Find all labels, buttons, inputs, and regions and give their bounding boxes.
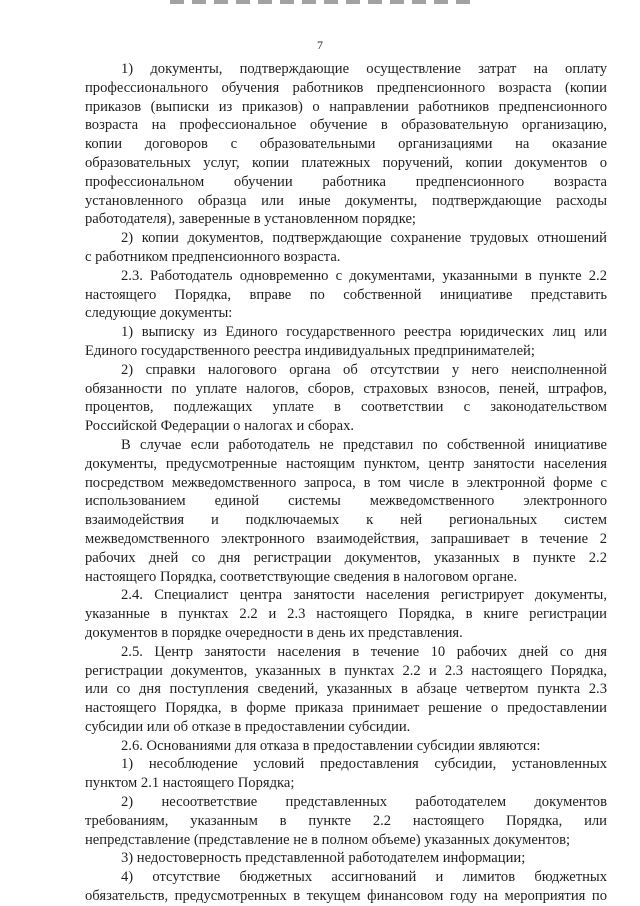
text-line: настоящего Порядка, вправе по собственной инициативе представить (85, 286, 607, 303)
scan-edge-marks (170, 0, 470, 4)
text-line: 2) несоответствие представленных работодателем документов (121, 794, 607, 811)
text-line: межведомственного электронного взаимодействия, запрашивает в течение 2 (85, 530, 607, 547)
text-line: образовательных услуг, копии платежных поручений, копии документов о (85, 154, 607, 171)
text-line: документы, предусмотренные настоящим пунктом, центр занятости населения (85, 455, 607, 472)
text-line: непредставление (представление не в полном объеме) указанных документов; (85, 831, 571, 848)
text-line: профессионального обучения работников предпенсионного возраста (копии (85, 79, 607, 96)
text-line: 1) несоблюдение условий предоставления субсидии, установленных (121, 756, 607, 773)
text-line: требованиям, указанным в пункте 2.2 настоящего Порядка, или (85, 812, 607, 829)
text-line: взаимодействия и подключаемых к ней региональных систем (85, 512, 607, 529)
text-line: 3) недостоверность представленной работодателем информации; (121, 850, 526, 867)
text-line: копии договоров с образовательными организациями на оказание (85, 136, 607, 153)
text-line: 2.6. Основаниями для отказа в предоставлении субсидии являются: (121, 737, 541, 754)
text-line: документов в порядке очередности в день их представления. (85, 624, 463, 641)
document-body (85, 60, 607, 906)
text-line: следующие документы: (85, 305, 233, 322)
text-line: использованием единой системы межведомственного электронного (85, 493, 607, 510)
text-line: 4) отсутствие бюджетных ассигнований и лимитов бюджетных (121, 869, 607, 886)
text-line: Единого государственного реестра индивидуальных предпринимателей; (85, 342, 535, 359)
text-line: Российской Федерации о налогах и сборах. (85, 418, 355, 435)
text-line: пунктом 2.1 настоящего Порядка; (85, 775, 295, 792)
text-line: 2) справки налогового органа об отсутствии у него неисполненной (121, 361, 607, 378)
text-line: субсидии или об отказе в предоставлении субсидии. (85, 718, 411, 735)
text-line: указанные в пунктах 2.2 и 2.3 настоящего Порядка, в книге регистрации (85, 606, 607, 623)
text-line: 2.3. Работодатель одновременно с документами, указанными в пункте 2.2 (121, 267, 607, 284)
text-line: процентов, подлежащих уплате в соответствии с законодательством (85, 399, 607, 416)
page-number: 7 (317, 38, 323, 52)
text-line: настоящего Порядка, в форме приказа принимает решение о предоставлении (85, 700, 607, 717)
text-line: 1) выписку из Единого государственного реестра юридических лиц или (121, 324, 607, 341)
text-line: с работником предпенсионного возраста. (85, 248, 341, 265)
text-line: или со дня поступления сведений, указанных в абзаце четвертом пункта 2.3 (85, 681, 607, 698)
text-line: приказов (выписки из приказов) о направлении работников предпенсионного (85, 98, 607, 115)
text-line: установленного образца или иные документы, подтверждающие расходы (85, 192, 607, 209)
text-line: работодателя), заверенные в установленном порядке; (85, 211, 416, 228)
text-line: настоящего Порядка, соответствующие сведения в налоговом органе. (85, 568, 518, 585)
text-line: 1) документы, подтверждающие осуществление затрат на оплату (121, 61, 607, 77)
text-line: В случае если работодатель не представил по собственной инициативе (121, 436, 607, 453)
text-line: профессиональном обучении работника предпенсионного возраста (85, 173, 607, 190)
text-line: обязанности по уплате налогов, сборов, страховых взносов, пеней, штрафов, (85, 380, 607, 397)
text-line: 2.4. Специалист центра занятости населения регистрирует документы, (121, 587, 607, 604)
text-line: 2) копии документов, подтверждающие сохранение трудовых отношений (121, 230, 607, 247)
text-line: обязательств, предусмотренных в текущем финансовом году на мероприятия по (85, 888, 607, 905)
text-line: 2.5. Центр занятости населения в течение 10 рабочих дней со дня (121, 643, 607, 660)
text-line: посредством межведомственного запроса, в том числе в электронной форме с (85, 474, 607, 491)
text-line: возраста на профессиональное обучение в образовательную организацию, (85, 117, 607, 134)
text-line: регистрации документов, указанных в пунктах 2.2 и 2.3 настоящего Порядка, (85, 662, 607, 679)
text-line: рабочих дней со дня регистрации документов, указанных в пункте 2.2 (85, 549, 607, 566)
